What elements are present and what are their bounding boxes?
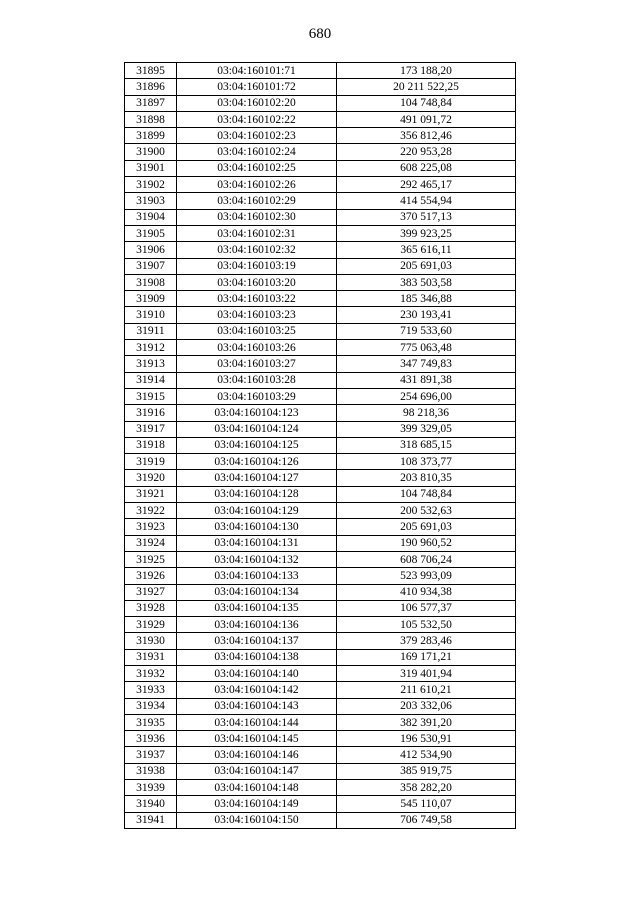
value-cell: 292 465,17	[337, 177, 516, 193]
row-number-cell: 31902	[125, 177, 177, 193]
table-row	[125, 160, 516, 176]
cadastral-value-table	[124, 62, 516, 829]
value-cell: 412 534,90	[337, 747, 516, 763]
value-cell: 205 691,03	[337, 258, 516, 274]
cadastral-number-cell: 03:04:160102:30	[177, 209, 337, 225]
row-number-cell: 31910	[125, 307, 177, 323]
cadastral-number-cell: 03:04:160104:129	[177, 503, 337, 519]
table-row	[125, 763, 516, 779]
row-number-cell: 31940	[125, 796, 177, 812]
row-number-cell: 31937	[125, 747, 177, 763]
cadastral-number-cell: 03:04:160104:130	[177, 519, 337, 535]
row-number-cell: 31916	[125, 405, 177, 421]
value-cell: 382 391,20	[337, 714, 516, 730]
table-row	[125, 323, 516, 339]
value-cell: 98 218,36	[337, 405, 516, 421]
table-row	[125, 551, 516, 567]
row-number-cell: 31930	[125, 633, 177, 649]
value-cell: 719 533,60	[337, 323, 516, 339]
row-number-cell: 31898	[125, 111, 177, 127]
table-row	[125, 258, 516, 274]
row-number-cell: 31931	[125, 649, 177, 665]
value-cell: 254 696,00	[337, 388, 516, 404]
value-cell: 104 748,84	[337, 95, 516, 111]
value-cell: 203 810,35	[337, 470, 516, 486]
cadastral-number-cell: 03:04:160103:26	[177, 340, 337, 356]
cadastral-number-cell: 03:04:160102:29	[177, 193, 337, 209]
value-cell: 205 691,03	[337, 519, 516, 535]
value-cell: 491 091,72	[337, 111, 516, 127]
cadastral-number-cell: 03:04:160103:27	[177, 356, 337, 372]
cadastral-number-cell: 03:04:160104:134	[177, 584, 337, 600]
value-cell: 173 188,20	[337, 63, 516, 79]
table-row	[125, 682, 516, 698]
row-number-cell: 31911	[125, 323, 177, 339]
table-row	[125, 584, 516, 600]
cadastral-number-cell: 03:04:160104:140	[177, 665, 337, 681]
row-number-cell: 31938	[125, 763, 177, 779]
cadastral-number-cell: 03:04:160102:32	[177, 242, 337, 258]
value-cell: 105 532,50	[337, 617, 516, 633]
value-cell: 399 329,05	[337, 421, 516, 437]
row-number-cell: 31897	[125, 95, 177, 111]
cadastral-number-cell: 03:04:160104:147	[177, 763, 337, 779]
table-row	[125, 405, 516, 421]
row-number-cell: 31924	[125, 535, 177, 551]
table-row	[125, 63, 516, 79]
cadastral-number-cell: 03:04:160103:25	[177, 323, 337, 339]
row-number-cell: 31912	[125, 340, 177, 356]
table-row	[125, 79, 516, 95]
cadastral-number-cell: 03:04:160104:145	[177, 731, 337, 747]
cadastral-number-cell: 03:04:160101:71	[177, 63, 337, 79]
row-number-cell: 31895	[125, 63, 177, 79]
row-number-cell: 31922	[125, 503, 177, 519]
cadastral-number-cell: 03:04:160104:148	[177, 780, 337, 796]
value-cell: 318 685,15	[337, 437, 516, 453]
value-cell: 106 577,37	[337, 600, 516, 616]
table-row	[125, 454, 516, 470]
table-row	[125, 437, 516, 453]
table-row	[125, 617, 516, 633]
table-row	[125, 780, 516, 796]
cadastral-number-cell: 03:04:160101:72	[177, 79, 337, 95]
row-number-cell: 31915	[125, 388, 177, 404]
table-row	[125, 209, 516, 225]
cadastral-number-cell: 03:04:160104:132	[177, 551, 337, 567]
table-body	[125, 63, 516, 829]
cadastral-number-cell: 03:04:160104:150	[177, 812, 337, 828]
value-cell: 608 706,24	[337, 551, 516, 567]
table-row	[125, 274, 516, 290]
row-number-cell: 31908	[125, 274, 177, 290]
row-number-cell: 31935	[125, 714, 177, 730]
cadastral-number-cell: 03:04:160104:135	[177, 600, 337, 616]
row-number-cell: 31941	[125, 812, 177, 828]
cadastral-number-cell: 03:04:160102:22	[177, 111, 337, 127]
table-row	[125, 111, 516, 127]
value-cell: 523 993,09	[337, 568, 516, 584]
cadastral-number-cell: 03:04:160102:26	[177, 177, 337, 193]
table-row	[125, 421, 516, 437]
table-row	[125, 535, 516, 551]
table-row	[125, 177, 516, 193]
value-cell: 169 171,21	[337, 649, 516, 665]
row-number-cell: 31932	[125, 665, 177, 681]
value-cell: 220 953,28	[337, 144, 516, 160]
value-cell: 356 812,46	[337, 128, 516, 144]
cadastral-number-cell: 03:04:160104:126	[177, 454, 337, 470]
value-cell: 383 503,58	[337, 274, 516, 290]
row-number-cell: 31904	[125, 209, 177, 225]
table-row	[125, 95, 516, 111]
table-row	[125, 731, 516, 747]
row-number-cell: 31921	[125, 486, 177, 502]
row-number-cell: 31907	[125, 258, 177, 274]
table-row	[125, 600, 516, 616]
cadastral-number-cell: 03:04:160103:23	[177, 307, 337, 323]
cadastral-number-cell: 03:04:160104:149	[177, 796, 337, 812]
value-cell: 706 749,58	[337, 812, 516, 828]
row-number-cell: 31928	[125, 600, 177, 616]
cadastral-number-cell: 03:04:160104:133	[177, 568, 337, 584]
table-row	[125, 714, 516, 730]
table-row	[125, 340, 516, 356]
cadastral-number-cell: 03:04:160103:28	[177, 372, 337, 388]
table-row	[125, 356, 516, 372]
value-cell: 347 749,83	[337, 356, 516, 372]
row-number-cell: 31914	[125, 372, 177, 388]
row-number-cell: 31919	[125, 454, 177, 470]
value-cell: 385 919,75	[337, 763, 516, 779]
value-cell: 365 616,11	[337, 242, 516, 258]
cadastral-number-cell: 03:04:160102:31	[177, 225, 337, 241]
row-number-cell: 31918	[125, 437, 177, 453]
table-row	[125, 649, 516, 665]
table-row	[125, 503, 516, 519]
value-cell: 431 891,38	[337, 372, 516, 388]
row-number-cell: 31900	[125, 144, 177, 160]
row-number-cell: 31896	[125, 79, 177, 95]
row-number-cell: 31923	[125, 519, 177, 535]
table-row	[125, 291, 516, 307]
table-row	[125, 242, 516, 258]
page-number: 680	[308, 26, 332, 42]
cadastral-number-cell: 03:04:160103:19	[177, 258, 337, 274]
table-row	[125, 812, 516, 828]
value-cell: 185 346,88	[337, 291, 516, 307]
row-number-cell: 31926	[125, 568, 177, 584]
table-row	[125, 519, 516, 535]
table-row	[125, 193, 516, 209]
table-row	[125, 144, 516, 160]
row-number-cell: 31934	[125, 698, 177, 714]
row-number-cell: 31920	[125, 470, 177, 486]
table-row	[125, 796, 516, 812]
row-number-cell: 31936	[125, 731, 177, 747]
value-cell: 358 282,20	[337, 780, 516, 796]
cadastral-number-cell: 03:04:160104:124	[177, 421, 337, 437]
row-number-cell: 31925	[125, 551, 177, 567]
table-row	[125, 698, 516, 714]
cadastral-number-cell: 03:04:160104:128	[177, 486, 337, 502]
value-cell: 410 934,38	[337, 584, 516, 600]
cadastral-number-cell: 03:04:160104:123	[177, 405, 337, 421]
cadastral-number-cell: 03:04:160103:22	[177, 291, 337, 307]
row-number-cell: 31933	[125, 682, 177, 698]
value-cell: 230 193,41	[337, 307, 516, 323]
value-cell: 108 373,77	[337, 454, 516, 470]
cadastral-number-cell: 03:04:160104:125	[177, 437, 337, 453]
cadastral-number-cell: 03:04:160104:144	[177, 714, 337, 730]
value-cell: 190 960,52	[337, 535, 516, 551]
cadastral-number-cell: 03:04:160102:23	[177, 128, 337, 144]
cadastral-number-cell: 03:04:160104:138	[177, 649, 337, 665]
value-cell: 196 530,91	[337, 731, 516, 747]
table-row	[125, 486, 516, 502]
row-number-cell: 31901	[125, 160, 177, 176]
table-row	[125, 470, 516, 486]
cadastral-number-cell: 03:04:160104:136	[177, 617, 337, 633]
table-row	[125, 128, 516, 144]
row-number-cell: 31899	[125, 128, 177, 144]
cadastral-number-cell: 03:04:160102:20	[177, 95, 337, 111]
table-row	[125, 225, 516, 241]
row-number-cell: 31917	[125, 421, 177, 437]
value-cell: 203 332,06	[337, 698, 516, 714]
row-number-cell: 31906	[125, 242, 177, 258]
row-number-cell: 31939	[125, 780, 177, 796]
value-cell: 211 610,21	[337, 682, 516, 698]
cadastral-number-cell: 03:04:160104:137	[177, 633, 337, 649]
cadastral-number-cell: 03:04:160104:143	[177, 698, 337, 714]
value-cell: 104 748,84	[337, 486, 516, 502]
row-number-cell: 31927	[125, 584, 177, 600]
cadastral-number-cell: 03:04:160103:20	[177, 274, 337, 290]
value-cell: 399 923,25	[337, 225, 516, 241]
cadastral-number-cell: 03:04:160102:25	[177, 160, 337, 176]
table-row	[125, 747, 516, 763]
table-row	[125, 568, 516, 584]
cadastral-number-cell: 03:04:160104:142	[177, 682, 337, 698]
value-cell: 379 283,46	[337, 633, 516, 649]
value-cell: 775 063,48	[337, 340, 516, 356]
cadastral-number-cell: 03:04:160103:29	[177, 388, 337, 404]
table-row	[125, 307, 516, 323]
value-cell: 370 517,13	[337, 209, 516, 225]
cadastral-number-cell: 03:04:160104:131	[177, 535, 337, 551]
row-number-cell: 31913	[125, 356, 177, 372]
table-row	[125, 633, 516, 649]
row-number-cell: 31909	[125, 291, 177, 307]
value-cell: 20 211 522,25	[337, 79, 516, 95]
cadastral-number-cell: 03:04:160104:127	[177, 470, 337, 486]
table-row	[125, 665, 516, 681]
cadastral-number-cell: 03:04:160104:146	[177, 747, 337, 763]
table-row	[125, 372, 516, 388]
cadastral-number-cell: 03:04:160102:24	[177, 144, 337, 160]
value-cell: 319 401,94	[337, 665, 516, 681]
value-cell: 200 532,63	[337, 503, 516, 519]
table-row	[125, 388, 516, 404]
row-number-cell: 31903	[125, 193, 177, 209]
value-cell: 608 225,08	[337, 160, 516, 176]
row-number-cell: 31905	[125, 225, 177, 241]
row-number-cell: 31929	[125, 617, 177, 633]
value-cell: 545 110,07	[337, 796, 516, 812]
value-cell: 414 554,94	[337, 193, 516, 209]
